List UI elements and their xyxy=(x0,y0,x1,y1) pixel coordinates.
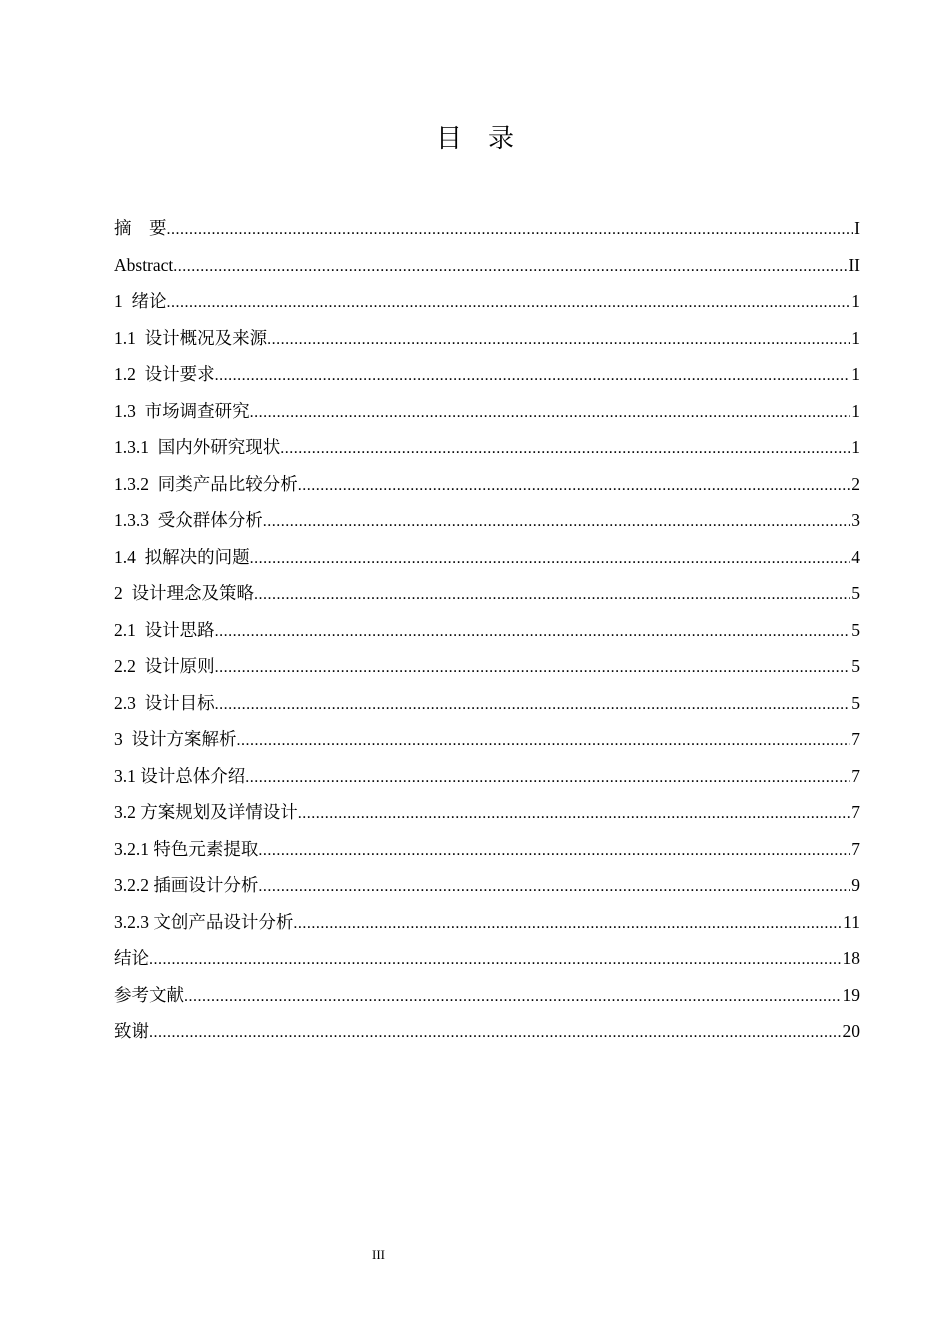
toc-entry-conclusion[interactable] xyxy=(114,940,860,977)
toc-entry-label: 3.2 方案规划及详情设计 xyxy=(114,802,298,822)
toc-entry-label: 1.4 拟解决的问题 xyxy=(114,546,250,567)
toc-entry-label: 1.3.3 受众群体分析 xyxy=(114,510,263,530)
toc-entry-1-3[interactable] xyxy=(114,393,860,430)
footer-page-number: III xyxy=(372,1247,385,1262)
toc-entry-3-2-2[interactable] xyxy=(114,867,860,904)
title-char-2: 录 xyxy=(488,124,515,154)
toc-entry-label: 1.2 设计要求 xyxy=(114,364,215,384)
toc-entry-label: 摘 要 xyxy=(114,218,167,238)
toc-entry-label: 1 绪论 xyxy=(114,291,167,311)
dot-leader xyxy=(267,322,850,357)
toc-entry-page: 3 xyxy=(851,510,860,530)
toc-entry-label: 3 设计方案解析 xyxy=(114,729,237,749)
toc-entry-1-1[interactable] xyxy=(114,320,860,357)
dot-leader xyxy=(167,212,854,247)
dot-leader xyxy=(173,249,847,284)
toc-entry-2-3[interactable] xyxy=(114,685,860,722)
toc-entry-label: 3.1 设计总体介绍 xyxy=(114,765,246,786)
dot-leader xyxy=(254,577,850,612)
toc-entry-page: 7 xyxy=(851,838,860,859)
toc-entry-3-2-1[interactable] xyxy=(114,831,860,868)
toc-entry-label: 结论 xyxy=(114,948,149,968)
dot-leader xyxy=(215,687,851,722)
toc-entry-page: 18 xyxy=(842,948,860,968)
toc-entry-label: 1.1 设计概况及来源 xyxy=(114,327,268,348)
dot-leader xyxy=(184,979,842,1014)
toc-entry-page: 1 xyxy=(851,291,860,311)
table-of-contents xyxy=(114,210,860,1050)
toc-entry-3-1[interactable] xyxy=(114,758,860,795)
dot-leader xyxy=(258,833,850,868)
toc-entry-1-4[interactable] xyxy=(114,539,860,576)
toc-entry-page: 1 xyxy=(851,400,860,421)
toc-entry-1-3-1[interactable] xyxy=(114,429,860,466)
toc-entry-references[interactable] xyxy=(114,977,860,1014)
toc-entry-page: 2 xyxy=(851,473,860,494)
toc-entry-acknowledgements[interactable] xyxy=(114,1013,860,1050)
toc-entry-page: 19 xyxy=(842,984,860,1005)
toc-entry-label: 1.3.2 同类产品比较分析 xyxy=(114,473,298,494)
dot-leader xyxy=(167,285,851,320)
toc-entry-label: 3.2.1 特色元素提取 xyxy=(114,838,259,859)
toc-entry-1-2[interactable] xyxy=(114,356,860,393)
dot-leader xyxy=(298,796,851,831)
page-title xyxy=(0,122,950,156)
toc-entry-page: II xyxy=(848,254,860,275)
toc-entry-label: 3.2.3 文创产品设计分析 xyxy=(114,911,294,932)
toc-entry-label: 2 设计理念及策略 xyxy=(114,583,254,603)
dot-leader xyxy=(215,614,851,649)
toc-entry-label: 2.1 设计思路 xyxy=(114,619,215,640)
toc-entry-page: 5 xyxy=(851,583,860,603)
toc-entry-3-2[interactable] xyxy=(114,794,860,831)
toc-entry-2[interactable] xyxy=(114,575,860,612)
toc-entry-abstract-cn[interactable] xyxy=(114,210,860,247)
toc-entry-page: 11 xyxy=(843,911,860,932)
toc-entry-2-1[interactable] xyxy=(114,612,860,649)
dot-leader xyxy=(298,468,851,503)
toc-entry-label: 1.3 市场调查研究 xyxy=(114,400,250,421)
toc-entry-page: 4 xyxy=(851,546,860,567)
dot-leader xyxy=(237,723,851,758)
dot-leader xyxy=(293,906,842,941)
toc-entry-label: 2.3 设计目标 xyxy=(114,692,215,713)
toc-entry-page: 20 xyxy=(842,1021,860,1041)
dot-leader xyxy=(149,942,842,977)
dot-leader xyxy=(250,541,851,576)
toc-entry-page: 1 xyxy=(851,364,860,384)
toc-entry-page: 1 xyxy=(851,327,860,348)
toc-entry-page: 5 xyxy=(851,656,860,676)
toc-entry-abstract-en[interactable] xyxy=(114,247,860,284)
dot-leader xyxy=(245,760,850,795)
toc-entry-page: 5 xyxy=(851,692,860,713)
toc-entry-page: 5 xyxy=(851,619,860,640)
toc-entry-page: 7 xyxy=(851,765,860,786)
toc-entry-1-3-3[interactable] xyxy=(114,502,860,539)
dot-leader xyxy=(149,1015,842,1050)
toc-entry-page: 7 xyxy=(851,729,860,749)
dot-leader xyxy=(215,358,851,393)
toc-entry-label: 参考文献 xyxy=(114,984,184,1005)
toc-entry-3[interactable] xyxy=(114,721,860,758)
toc-entry-page: 9 xyxy=(851,875,860,895)
toc-entry-label: 致谢 xyxy=(114,1021,149,1041)
toc-entry-page: I xyxy=(854,218,860,238)
title-char-1: 目 xyxy=(435,124,462,154)
toc-entry-1[interactable] xyxy=(114,283,860,320)
dot-leader xyxy=(263,504,851,539)
toc-entry-label: 2.2 设计原则 xyxy=(114,656,215,676)
dot-leader xyxy=(258,869,850,904)
toc-entry-page: 7 xyxy=(851,802,860,822)
dot-leader xyxy=(280,431,850,466)
toc-entry-3-2-3[interactable] xyxy=(114,904,860,941)
dot-leader xyxy=(215,650,851,685)
toc-entry-label: 1.3.1 国内外研究现状 xyxy=(114,437,281,457)
toc-entry-label: Abstract xyxy=(114,254,174,275)
dot-leader xyxy=(250,395,851,430)
toc-entry-2-2[interactable] xyxy=(114,648,860,685)
toc-entry-1-3-2[interactable] xyxy=(114,466,860,503)
toc-entry-label: 3.2.2 插画设计分析 xyxy=(114,875,259,895)
toc-entry-page: 1 xyxy=(851,437,860,457)
